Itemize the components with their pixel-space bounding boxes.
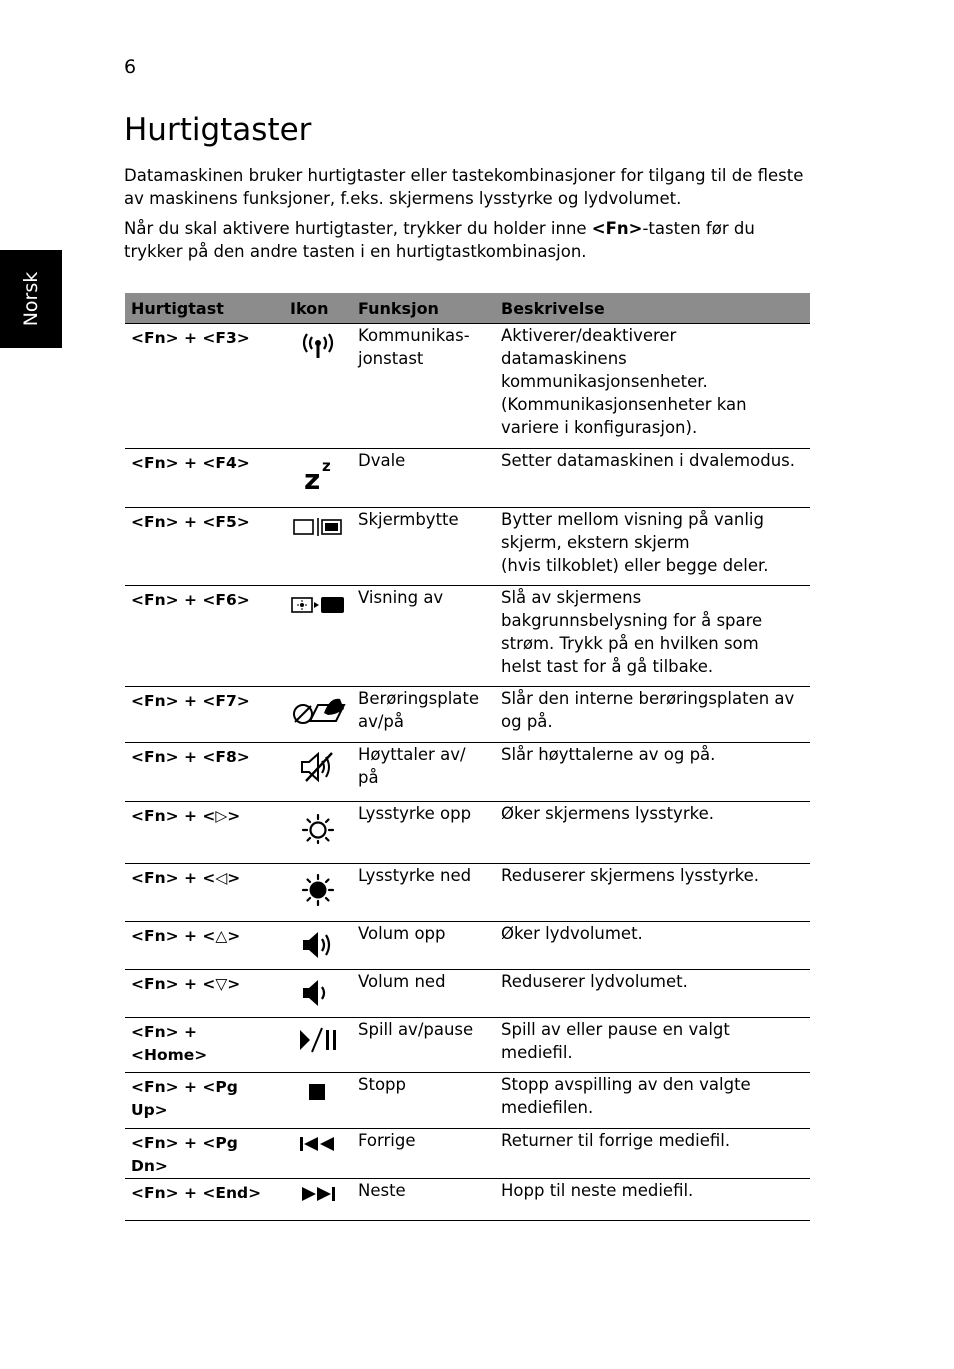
row-function: Neste [352,1179,495,1221]
row-hotkey: <Fn> + <◁> [125,864,284,922]
row-function: Volum ned [352,970,495,1018]
row-function: Dvale [352,449,495,508]
row-description: Slår høyttalerne av og på. [495,743,810,802]
svg-text:z: z [304,463,321,491]
row-hotkey: <Fn> + <Pg Up> [125,1073,284,1129]
speaker-mute-icon [298,751,338,783]
play-pause-icon [296,1026,340,1054]
row-description: Returner til forrige mediefil. [495,1129,810,1179]
intro-p2-before: Når du skal aktivere hurtigtaster, trykker du holder inne [124,219,592,238]
page-title: Hurtigtaster [124,112,312,148]
row-hotkey: <Fn> + <Home> [125,1018,284,1073]
table-row [125,864,810,922]
row-description: Spill av eller pause en valgt mediefil. [495,1018,810,1073]
row-function: Lysstyrke opp [352,802,495,864]
table-row [125,922,810,970]
table-row [125,1073,810,1129]
table-row [125,687,810,743]
header-hotkey: Hurtigtast [125,293,284,324]
row-function: Stopp [352,1073,495,1129]
table-row [125,1179,810,1221]
table-header-row [125,293,810,324]
row-hotkey: <Fn> + <▽> [125,970,284,1018]
row-description: Reduserer skjermens lysstyrke. [495,864,810,922]
table-row [125,1018,810,1073]
row-function: Lysstyrke ned [352,864,495,922]
table-row [125,970,810,1018]
language-side-tab-label: Norsk [20,271,42,327]
row-description: Øker skjermens lysstyrke. [495,802,810,864]
table-row [125,1129,810,1179]
header-description: Beskrivelse [495,293,810,324]
row-hotkey: <Fn> + <End> [125,1179,284,1221]
brightness-up-icon [301,810,335,844]
row-description: Hopp til neste mediefil. [495,1179,810,1221]
row-hotkey: <Fn> + <F5> [125,508,284,586]
table-row [125,449,810,508]
row-description: Reduserer lydvolumet. [495,970,810,1018]
display-switch-icon [292,516,344,538]
table-row [125,324,810,449]
volume-down-icon [300,978,336,1008]
brightness-down-icon [301,872,335,906]
header-icon: Ikon [284,293,352,324]
volume-up-icon [300,930,336,960]
row-description: Øker lydvolumet. [495,922,810,970]
row-hotkey: <Fn> + <F3> [125,324,284,449]
intro-paragraph-1: Datamaskinen bruker hurtigtaster eller tastekombinasjoner for tilgang til de fleste av maskinens funksjoner, f.eks. skjermens lysstyrke og lydvolumet. [124,166,804,208]
row-hotkey: <Fn> + <F4> [125,449,284,508]
row-hotkey: <Fn> + <F8> [125,743,284,802]
touchpad-toggle-icon [290,695,346,725]
row-function: Visning av [352,586,495,687]
row-function: Spill av/pause [352,1018,495,1073]
header-function: Funksjon [352,293,495,324]
row-hotkey: <Fn> + <Pg Dn> [125,1129,284,1179]
row-description: Aktiverer/deaktiverer datamaskinens kommunikasjonsenheter. (Kommunikasjonsenheter kan variere i konfigurasjon). [495,324,810,449]
row-hotkey: <Fn> + <△> [125,922,284,970]
row-function: Høyttaler av/ på [352,743,495,802]
intro-p2-after: -tasten før du trykker på den andre tasten i en hurtigtastkombinasjon. [124,219,755,261]
table-row [125,743,810,802]
row-function: Kommunikas- jonstast [352,324,495,449]
row-function: Forrige [352,1129,495,1179]
row-description: Slå av skjermens bakgrunnsbelysning for å spare strøm. Trykk på en hvilken som helst tast for å gå tilbake. [495,586,810,687]
previous-track-icon [298,1135,338,1153]
row-function: Volum opp [352,922,495,970]
row-description: Bytter mellom visning på vanlig skjerm, ekstern skjerm (hvis tilkoblet) eller begge deler. [495,508,810,586]
table-row [125,802,810,864]
row-description: Setter datamaskinen i dvalemodus. [495,449,810,508]
table-row [125,508,810,586]
row-hotkey: <Fn> + <F7> [125,687,284,743]
row-hotkey: <Fn> + <▷> [125,802,284,864]
table-row [125,586,810,687]
next-track-icon [298,1185,338,1203]
sleep-icon [298,457,338,491]
intro-paragraph-2 [124,217,814,263]
row-function: Berøringsplate av/på [352,687,495,743]
intro-p2-key: <Fn> [591,219,643,238]
language-side-tab [0,250,62,348]
stop-icon [306,1081,330,1103]
hotkey-table [125,293,810,1221]
page-number: 6 [124,56,137,78]
row-description: Stopp avspilling av den valgte mediefilen. [495,1073,810,1129]
svg-text:z: z [322,457,331,475]
display-off-icon [290,594,346,616]
row-hotkey: <Fn> + <F6> [125,586,284,687]
row-description: Slår den interne berøringsplaten av og på. [495,687,810,743]
row-function: Skjermbytte [352,508,495,586]
wireless-icon [298,332,338,360]
